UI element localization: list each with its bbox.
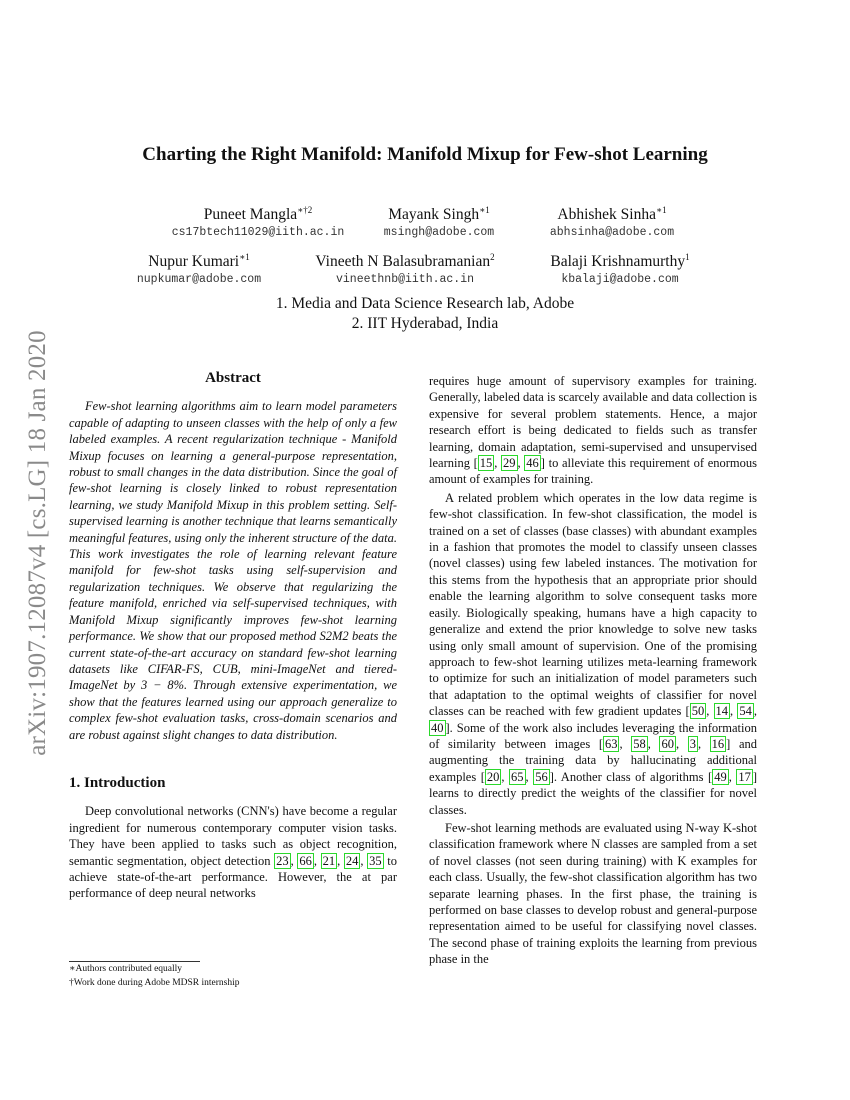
citation-link[interactable]: 35	[369, 853, 382, 868]
author-email: nupkumar@adobe.com	[136, 273, 262, 286]
author-block	[482, 200, 742, 241]
author-sup: ∗1	[479, 205, 490, 215]
citation-link[interactable]: 20	[486, 769, 500, 784]
footnote: ∗Authors contributed equally	[69, 964, 183, 974]
affiliation: 1. Media and Data Science Research lab, Adobe	[275, 295, 575, 312]
citation-link[interactable]: 46	[526, 456, 539, 471]
author-sup: ∗1	[239, 252, 250, 262]
author-email: cs17btech11029@iith.ac.in	[171, 226, 345, 239]
affiliation: 2. IIT Hyderabad, India	[351, 315, 499, 332]
citation-link[interactable]: 50	[691, 704, 705, 719]
author-name: Nupur Kumari	[148, 253, 240, 270]
footnote: †Work done during Adobe MDSR internship	[69, 978, 240, 988]
body-paragraph: Few-shot learning methods are evaluated using N-way K-shot classification framework where N classes are sampled from a set of novel classes (not seen during training) with K examples for each class. Usually, the few-shot classification algorithm has two separate learning phases. In the first phase, the training is performed on base classes to develop robust and general-purpose representation aimed to be useful for classifying novel classes. The second phase of training exploits the learning from previous phase in the	[429, 820, 757, 967]
citation-link[interactable]: 66	[299, 853, 312, 868]
author-sup: ∗†2	[297, 205, 313, 215]
paper-page: arXiv:1907.12087v4 [cs.LG] 18 Jan 2020 Charting the Right Manifold: Manifold Mixup for Few-shot Learning Puneet Mangla$^{∗\dagger 2}$ cs17btech11029@iith.ac.in Mayank Singh$^{∗1}$ msingh@adobe.com Abhishek Sinha$^{∗1}$ abhsinha@adobe.com Nupur Kumari$^{∗1}$ nupkumar@adobe.com Vineeth N Balasubramanian$^2$ vineethnb@iith.ac.in Balaji Krishnamurthy$^1$ kbalaji@adobe.com 1. Media and Data Science Research lab, Adobe 2. IIT Hyderabad, India Abstract Few-shot learning algorithms aim to learn model parameters capable of adapting to unseen classes with the help of only a few labeled examples. A recent regularization technique - Manifold Mixup focuses on learning a general-purpose representation, robust to small changes in the data distribution. Since the goal of few-shot learning is closely linked to robust representation learning, we study Manifold Mixup in this problem setting. Self-supervised learning is another technique that learns semantically meaningful features, using only the inherent structure of the data. This work investigates the role of learning relevant feature manifold for few-shot tasks using self-supervision and regularization techniques. We observe that regularizing the feature manifold, enriched via self-supervised techniques, with Manifold Mixup significantly improves few-shot learning performance. We show that our proposed method S2M2 beats the current state-of-the-art accuracy on standard few-shot learning datasets like CIFAR-FS, CUB, mini-ImageNet and tiered-ImageNet by 3 − 8%. Through extensive experimentation, we show that the features learned using our approach generalize to complex few-shot evaluation tasks, cross-domain scenarios and are robust against slight changes to data distribution. 1. Introduction Deep convolutional networks (CNN's) have become a regular ingredient for numerous contemporary computer vision tasks. They have been applied to tasks such as object recognition, semantic segmentation, object detection 23 , 66 , 21 , 24 , 35 to achieve state-of-the-art performance. However, the at par performance of deep neural networks ∗Authors contributed equally †Work done during Adobe MDSR internship requires huge amount of supervisory examples for training. Generally, labeled data is scarcely available and data collection is expensive for several problem statements. Hence, a major research effort is being dedicated to fields such as transfer learning, domain adaptation, semi-supervised and unsupervised learning [ 15 , 29 , 46 ] to alleviate this requirement of enormous amount of examples for training. A related problem which operates in the low data regime is few-shot classification. In few-shot classification, the model is trained on a set of classes (base classes) with abundant examples in a fashion that promotes the model to classify unseen classes (novel classes) using few labeled instances. The motivation for this stems from the hypothesis that an appropriate prior should enable the learning algorithm to solve consequent tasks more easily. Biologically speaking, humans have a high capacity to generalize and extend the prior knowledge to solve new tasks using only small amount of supervision. One of the promising approach to few-shot learning utilizes meta-learning framework to optimize for such an initialization of model parameters such that adaptation to the optimal weights of classifier for novel classes can be reached with few gradient updates [ 50 , 14 , 54 , 40 ]. Some of the work also includes leveraging the information of similarity between images [ 63 , 58 , 60 , 3 , 16 ] and augmenting the training data by hallucinating additional examples [ 20 , 65 , 56 ]. Another class of algorithms [ 49 , 17 ] learns to directly predict the weights of the classifier for novel classes. Few-shot learning methods are evaluated using N-way K-shot classification framework where N classes are sampled from a set of novel classes (not seen during training) with K examples for each class. Usually, the few-shot classification algorithm has two separate learning phases. In the first phase, the training is performed on base classes to develop robust and general-purpose representation aimed to be useful for classifying novel classes. The second phase of training exploits the learning from previous phase in the	[0, 0, 850, 1100]
abstract-heading: Abstract	[205, 370, 261, 386]
abstract-text: Few-shot learning algorithms aim to learn model parameters capable of adapting to unseen classes with the help of only a few labeled examples. A recent regularization technique - Manifold Mixup focuses on learning a general-purpose representation, robust to small changes in the data distribution. Since the goal of few-shot learning is closely linked to robust representation learning, we study Manifold Mixup in this problem setting. Self-supervised learning is another technique that learns semantically meaningful features, using only the inherent structure of the data. This work investigates the role of learning relevant feature manifold for few-shot tasks using self-supervision and regularization techniques. We observe that regularizing the feature manifold, enriched via self-supervised techniques, with Manifold Mixup significantly improves few-shot learning performance. We show that our proposed method S2M2 beats the current state-of-the-art accuracy on standard few-shot learning datasets like CIFAR-FS, CUB, mini-ImageNet and tiered-ImageNet by 3 − 8%. Through extensive experimentation, we show that the features learned using our approach generalize to complex few-shot evaluation tasks, cross-domain scenarios and are robust against slight changes to data distribution.	[69, 399, 397, 742]
citation-link[interactable]: 40	[431, 720, 444, 735]
author-name: Mayank Singh	[388, 206, 480, 223]
citation-link[interactable]: 49	[714, 769, 727, 784]
citation-link[interactable]: 29	[503, 456, 516, 471]
citation-link[interactable]: 60	[661, 736, 674, 751]
citation-link[interactable]: 16	[711, 736, 725, 751]
citation-link[interactable]: 58	[633, 736, 646, 751]
paper-title: Charting the Right Manifold: Manifold Mixup for Few-shot Learning	[142, 144, 708, 165]
author-email: msingh@adobe.com	[383, 226, 495, 239]
right-column	[429, 373, 757, 968]
footnote-rule	[69, 961, 200, 962]
author-sup: 2	[490, 252, 495, 262]
citation-link[interactable]: 14	[715, 704, 729, 719]
citation-link[interactable]: 21	[322, 853, 336, 868]
citation-link[interactable]: 24	[345, 853, 359, 868]
author-name: Abhishek Sinha	[557, 206, 656, 223]
citation-link[interactable]: 65	[511, 769, 524, 784]
author-name: Balaji Krishnamurthy	[550, 253, 686, 270]
citation-link[interactable]: 15	[479, 456, 493, 471]
citation-link[interactable]: 23	[276, 853, 289, 868]
citation-link[interactable]: 56	[535, 769, 548, 784]
left-column	[69, 370, 397, 902]
author-sup: 1	[685, 252, 690, 262]
citation-link[interactable]: 3	[689, 736, 696, 751]
author-email: abhsinha@adobe.com	[549, 226, 675, 239]
citation-link[interactable]: 63	[604, 736, 618, 751]
citation-link[interactable]: 17	[738, 769, 751, 784]
body-paragraph: A related problem which operates in the low data regime is few-shot classification. In few-shot classification, the model is trained on a set of classes (base classes) with abundant examples in a fashion that promotes the model to classify unseen classes (novel classes) using few labeled instances. The motivation for this stems from the hypothesis that an appropriate prior should enable the learning algorithm to solve consequent tasks more easily. Biologically speaking, humans have a high capacity to generalize and extend the prior knowledge to solve new tasks using only small amount of supervision. One of the promising approach to few-shot learning utilizes meta-learning framework to optimize for such an initialization of model parameters such that adaptation to the optimal weights of classifier for novel classes can be reached with few gradient updates [ 50 , 14 , 54 , 40 ]. Some of the work also includes leveraging the information of similarity between images [ 63 , 58 , 60 , 3 , 16 ] and augmenting the training data by hallucinating additional examples [ 20 , 65 , 56 ]. Another class of algorithms [ 49 , 17 ] learns to directly predict the weights of the classifier for novel classes.	[429, 490, 758, 817]
author-block	[490, 247, 750, 288]
author-name: Vineeth N Balasubramanian	[315, 253, 491, 270]
author-name: Puneet Mangla	[203, 206, 298, 223]
body-paragraph: requires huge amount of supervisory examples for training. Generally, labeled data is scarcely available and data collection is expensive for several problem statements. Hence, a major research effort is being dedicated to fields such as transfer learning, domain adaptation, semi-supervised and unsupervised learning [ 15 , 29 , 46 ] to alleviate this requirement of enormous amount of examples for training.	[429, 374, 757, 487]
author-email: kbalaji@adobe.com	[561, 273, 679, 286]
author-email: vineethnb@iith.ac.in	[335, 273, 475, 286]
section-heading: 1. Introduction	[69, 774, 166, 791]
author-sup: ∗1	[655, 205, 667, 215]
intro-paragraph: Deep convolutional networks (CNN's) have become a regular ingredient for numerous contemporary computer vision tasks. They have been applied to tasks such as object recognition, semantic segmentation, object detection 23 , 66 , 21 , 24 , 35 to achieve state-of-the-art performance. However, the at par performance of deep neural networks	[69, 804, 398, 901]
citation-link[interactable]: 54	[739, 704, 752, 719]
